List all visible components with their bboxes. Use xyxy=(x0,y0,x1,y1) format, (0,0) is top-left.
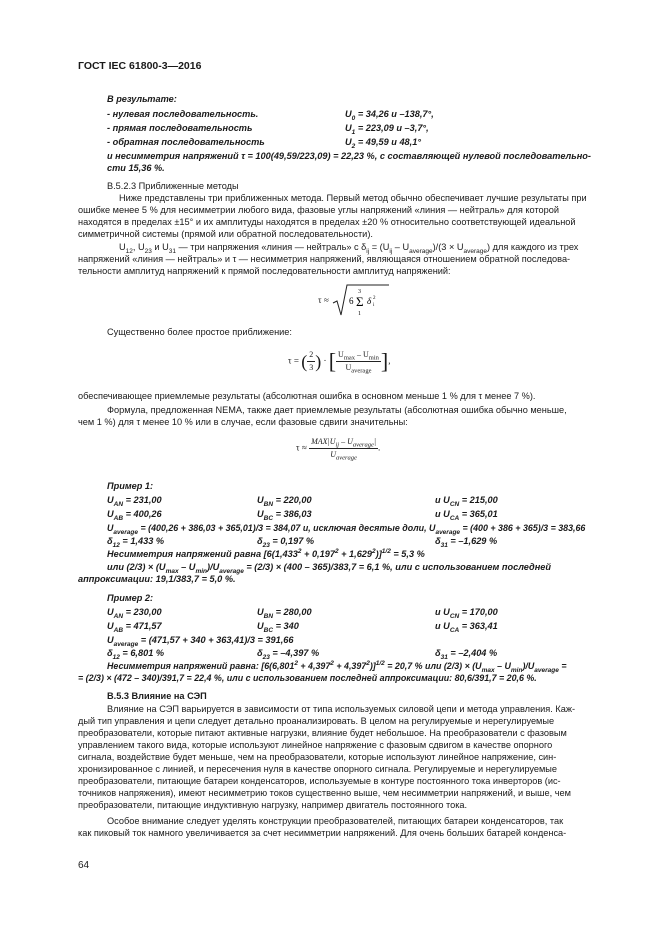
frac-num: $U_{max} - U_{min}$ xyxy=(338,350,379,362)
text-line: Ниже представлены три приближенных метода. Первый метод обычно обеспечивает лучшие результаты при xyxy=(119,193,587,203)
text-line: симметричной системы (прямой или обратной последовательности). xyxy=(78,229,373,239)
paragraph-nema xyxy=(78,404,615,428)
example1-unbalance: Несимметрия напряжений равна $[6(1,433^2 + 0,197^2 + 1,629^2)]^{1/2} = 5,3$ % xyxy=(107,547,425,559)
formula-minmax: τ = ( $\frac{2}{3}$ ) · [ $\frac{U_{max} - U_{min}}{U_{average}}$ ], xyxy=(288,348,391,375)
text-line: преобразователи, питающие индуктивную нагрузку, например двигатель постоянного тока. xyxy=(78,800,468,810)
frac-den: 3 xyxy=(309,363,314,372)
text-line: тельности амплитуд напряжений к прямой последовательности амплитуд напряжений: xyxy=(78,266,451,276)
formula-sqrt-coef: 6 xyxy=(349,296,354,306)
text-line: сигнала, воздействие будет меньше, чем на преобразователи, которые используют линейное напряжение, син- xyxy=(78,752,557,762)
result-summary-1: и несимметрия напряжений τ = 100(49,59/223,09) = 22,23 %, с составляющей нулевой последовательно- xyxy=(107,151,591,161)
example2-row-line xyxy=(0,620,661,632)
result-summary-2: сти 15,36 %. xyxy=(107,163,165,173)
text-line: дый тип управления и цепи следует детально проанализировать. В целом на регулируемые и нерегулируемые xyxy=(78,716,555,726)
value-cell: $\delta_{31} = -2,404$ % xyxy=(435,648,498,661)
page-number: 64 xyxy=(78,860,90,871)
sqrt-sum-graphic xyxy=(331,283,391,319)
frac-num: 2 xyxy=(307,349,315,362)
formula-sqrt-sum xyxy=(318,283,391,319)
text-line: Влияние на СЭП варьируется в зависимости от типа используемых силовой цепи и метода управления. Каж- xyxy=(107,704,576,714)
text-line: точников напряжения), имеют несимметрию токов существенно выше, чем несимметрии напряжений, и выше, чем xyxy=(78,788,571,798)
value-cell: $U_{BC} = 340$ xyxy=(257,621,299,634)
text-line: напряжений «линия — нейтраль» и τ — несимметрия напряжений, являющаяся отношением обратной последова- xyxy=(78,254,571,264)
value-cell: $\delta_{23} = -4,397$ % xyxy=(257,648,320,661)
value-cell: $U_{BN} = 220,00$ xyxy=(257,495,312,508)
example1-title: Пример 1: xyxy=(107,481,154,491)
paragraph-influence xyxy=(78,703,615,811)
result-label: - обратная последовательность xyxy=(107,137,265,147)
text-line: Особое внимание следует уделять конструкции преобразователей, питающих батареи конденсаторов, так xyxy=(107,816,564,826)
value-cell: $\delta_{12} = 1,433$ % xyxy=(107,536,165,549)
result-row-negative xyxy=(0,136,661,148)
text-simpler-approx: Существенно более простое приближение: xyxy=(107,327,292,337)
section-heading-b523: B.5.2.3 Приближенные методы xyxy=(107,181,239,191)
example1-average: $U_{average} = (400,26 + 386,03 + 365,01)/3 = 384,07$ и, исключая десятые доли, $U_{average} = (400 + 386 + 365)/3 = 383,66$ xyxy=(107,523,586,536)
frac-den: $U_{average}$ xyxy=(330,450,357,462)
result-value: $U_1 = 223,09$ и –3,7°, xyxy=(345,123,429,136)
text-line: находятся в пределах ±15° и их амплитуды находятся в пределах ±20 % относительно соответствующей идеальной xyxy=(78,217,576,227)
example2-average: $U_{average} = (471,57 + 340 + 363,41)/3 = 391,66$ xyxy=(107,635,294,648)
document-header: ГОСТ IEC 61800-3—2016 xyxy=(78,60,202,72)
example1-alt: или $(2/3) \times (U_{max} - U_{min})/U_{average} = (2/3) \times (400 - 365)/383,7 = 6,1$ %, или с использованием последней xyxy=(107,562,551,575)
formula-lhs: τ ≈ xyxy=(318,295,329,306)
example2-row-phase xyxy=(0,606,661,618)
value-cell: и $U_{CN} = 215,00$ xyxy=(435,495,498,508)
formula-term: δ xyxy=(367,296,372,306)
value-cell: $U_{AN} = 230,00$ xyxy=(107,607,162,620)
paragraph-capacitors xyxy=(78,815,615,839)
text-line: преобразователи, питающие батареи конденсаторов, используемые в контуре постоянного тока инверторов (ис- xyxy=(78,776,561,786)
example1-approx: аппроксимации: 19,1/383,7 = 5,0 %. xyxy=(78,574,236,584)
formula-nema: τ ≈ $\frac{MAX|U_{ij} - U_{average}|}{U_{average}}$ . xyxy=(296,437,381,462)
text-line: хронизированное с линией, и пересечения нуля в качестве опорного сигнала. Регулируемые и нерегулируемые xyxy=(78,764,558,774)
paragraph-methods xyxy=(78,192,615,240)
value-cell: $U_{BN} = 280,00$ xyxy=(257,607,312,620)
frac-num: $MAX|U_{ij} - U_{average}|$ xyxy=(311,437,377,449)
formula-sum-bottom: 1 xyxy=(358,311,362,317)
result-label: - прямая последовательность xyxy=(107,123,253,133)
value-cell: $\delta_{23} = 0,197$ % xyxy=(257,536,315,549)
value-cell: и $U_{CA} = 365,01$ xyxy=(435,509,498,522)
example2-alt: = (2/3) × (472 – 340)/391,7 = 22,4 %, или с использованием последней аппроксимации: 80,6/391,7 = 20,6 %. xyxy=(78,673,537,683)
text-provides: обеспечивающее приемлемые результаты (абсолютная ошибка в основном меньше 1 % для τ менее 7 %). xyxy=(78,391,536,401)
example2-unbalance: Несимметрия напряжений равна: $[6(6,801^2 + 4,397^2 + 4,397^2)]^{1/2} = 20,7$ % или $(2/3) \times (U_{max} - U_{min})/U_{average}$ = xyxy=(107,660,567,674)
value-cell: $\delta_{31} = -1,629$ % xyxy=(435,536,498,549)
value-cell: и $U_{CN} = 170,00$ xyxy=(435,607,498,620)
text-line: управлением такого вида, которые используют линейное напряжение с фазовым сдвигом в качестве опорного xyxy=(78,740,553,750)
result-label: - нулевая последовательность. xyxy=(107,109,259,119)
result-row-zero xyxy=(0,108,661,120)
example1-row-line xyxy=(0,508,661,520)
example1-row-delta xyxy=(0,535,661,547)
example2-title: Пример 2: xyxy=(107,593,154,603)
text-line: $U_{12}$, $U_{23}$ и $U_{31}$ — три напряжения «линия — нейтраль» с $\delta_{ij} = (U_{ij} - U_{average})/(3 \times U_{average})$ для каждого из трех xyxy=(119,242,579,255)
result-value: $U_2 = 49,59$ и 48,1° xyxy=(345,137,422,150)
svg-text:2: 2 xyxy=(373,296,376,301)
formula-lhs: τ ≈ xyxy=(296,442,307,453)
paragraph-definitions xyxy=(78,241,615,277)
result-row-positive xyxy=(0,122,661,134)
svg-text:Σ: Σ xyxy=(356,294,364,309)
text-line: чем 1 %) для τ менее 10 % или в случае, если фазовые сдвиги значительны: xyxy=(78,417,408,427)
value-cell: и $U_{CA} = 363,41$ xyxy=(435,621,498,634)
formula-lhs: τ = xyxy=(288,355,299,366)
value-cell: $U_{AB} = 400,26$ xyxy=(107,509,162,522)
value-cell: $\delta_{12} = 6,801$ % xyxy=(107,648,165,661)
result-title: В результате: xyxy=(107,94,177,104)
example1-row-phase xyxy=(0,494,661,506)
value-cell: $U_{AB} = 471,57$ xyxy=(107,621,162,634)
text-line: как пиковый ток намного увеличивается за счет несимметрии напряжений. Для очень больших батарей конденса- xyxy=(78,828,567,838)
example2-row-delta xyxy=(0,647,661,659)
svg-text:i: i xyxy=(373,303,375,308)
frac-den: $U_{average}$ xyxy=(345,363,372,375)
result-value: $U_0 = 34,26$ и –138,7°, xyxy=(345,109,434,122)
text-line: ошибке менее 5 % для несимметрии любого вида, фазовые углы напряжений «линия — нейтраль» для которой xyxy=(78,205,560,215)
formula-sum-top: 3 xyxy=(358,289,362,295)
section-heading-b53: B.5.3 Влияние на СЭП xyxy=(107,691,207,701)
value-cell: $U_{BC} = 386,03$ xyxy=(257,509,312,522)
value-cell: $U_{AN} = 231,00$ xyxy=(107,495,162,508)
text-line: преобразователи, которые питают активные нагрузки, влияние будет небольшое. На преобразователи с фазовым xyxy=(78,728,567,738)
text-line: Формула, предложенная NEMA, также дает приемлемые результаты (абсолютная ошибка обычно меньше, xyxy=(107,405,567,415)
